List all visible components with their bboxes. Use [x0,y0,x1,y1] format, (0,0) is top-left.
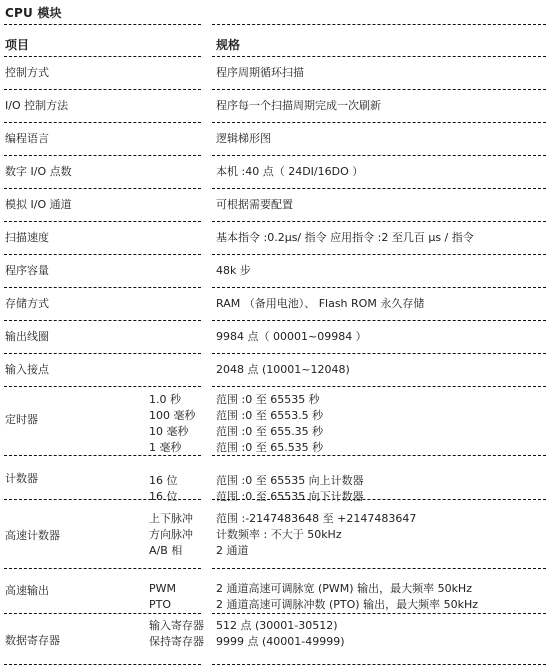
spec-line: 范围 :0 至 65535 秒 [216,393,320,406]
spec-line: 48k 步 [216,264,251,277]
row-spec [216,361,350,379]
row-divider-right [212,320,546,321]
row-item-label: 数据寄存器 [5,634,60,647]
row-divider-right [212,56,546,57]
row-divider-left [4,254,201,255]
row-item-label: 数字 I/O 点数 [5,165,72,178]
row-spec [216,581,478,613]
row-spec [216,618,345,650]
row-divider-left [4,24,201,25]
row-item-label: 模拟 I/O 通道 [5,198,72,211]
sub-label: 保持寄存器 [149,635,204,648]
row-item-label: 存储方式 [5,297,49,310]
sub-label: PWM [149,582,177,595]
row-item-label: 高速计数器 [5,529,60,542]
row-spec [216,328,367,346]
row-item-label: 控制方式 [5,66,49,79]
row-sub-labels [149,511,193,559]
sub-label: 10 毫秒 [149,425,189,438]
row-spec [216,64,304,82]
row-divider-left [4,353,201,354]
spec-line: 范围 :0 至 65535 向上计数器 [216,474,364,487]
sub-label: 1.0 秒 [149,393,181,406]
row-item-label: 输出线圈 [5,330,49,343]
sub-label: 上下脉冲 [149,512,193,525]
spec-line: 基本指令 :0.2μs/ 指令 应用指令 :2 至几百 μs / 指令 [216,231,474,244]
row-divider-left [4,122,201,123]
spec-line: 程序每一个扫描周期完成一次刷新 [216,99,381,112]
row-spec [216,229,474,247]
spec-line: 9984 点（ 00001~09984 ） [216,330,367,343]
row-spec [216,163,363,181]
sub-label: A/B 相 [149,544,183,557]
sub-label: 16 位 [149,474,178,487]
spec-line: 逻辑梯形图 [216,132,271,145]
row-divider-right [212,613,546,614]
row-divider-left [4,664,201,665]
row-divider-right [212,353,546,354]
row-sub-labels [149,618,204,650]
document-title: CPU 模块 [5,6,62,20]
row-spec [216,97,381,115]
sub-label: 输入寄存器 [149,619,204,632]
row-spec [216,196,293,214]
sub-label: PTO [149,598,172,611]
row-item-label: 高速输出 [5,584,49,597]
sub-label: 方向脉冲 [149,528,193,541]
row-divider-left [4,568,201,569]
sub-label: 100 毫秒 [149,409,196,422]
row-divider-right [212,155,546,156]
spec-line: 2 通道高速可调脉冲数 (PTO) 输出，最大频率 50kHz [216,598,478,611]
spec-line: 2 通道高速可调脉宽 (PWM) 输出，最大频率 50kHz [216,582,472,595]
row-spec [216,473,364,505]
spec-line: 范围 :0 至 65.535 秒 [216,441,324,454]
spec-line: 计数频率 : 不大于 50kHz [216,528,342,541]
row-divider-left [4,89,201,90]
spec-line: 范围 :0 至 655.35 秒 [216,425,324,438]
spec-line: RAM （备用电池）、 Flash ROM 永久存储 [216,297,425,310]
row-item-label: 输入接点 [5,363,49,376]
row-divider-left [4,56,201,57]
spec-line: 本机 :40 点（ 24DI/16DO ） [216,165,364,178]
row-item-label: 编程语言 [5,132,49,145]
row-spec [216,130,271,148]
row-divider-right [212,664,546,665]
row-sub-labels [149,473,178,505]
row-spec [216,392,323,456]
row-divider-left [4,287,201,288]
row-divider-left [4,386,201,387]
row-divider-right [212,386,546,387]
spec-line: 512 点 (30001-30512) [216,619,338,632]
row-divider-right [212,287,546,288]
sub-label: 16 位 [149,490,178,503]
row-divider-left [4,221,201,222]
row-item-label: 扫描速度 [5,231,49,244]
spec-line: 程序周期循环扫描 [216,66,304,79]
spec-line: 2 通道 [216,544,249,557]
row-spec [216,511,416,559]
row-spec [216,295,424,313]
spec-line: 范围 :-2147483648 至 +2147483647 [216,512,417,525]
spec-line: 9999 点 (40001-49999) [216,635,345,648]
spec-line: 2048 点 (10001~12048) [216,363,350,376]
row-item-label: 定时器 [5,413,38,426]
row-item-label: 程序容量 [5,264,49,277]
row-item-label: 计数器 [5,472,38,485]
row-divider-right [212,568,546,569]
row-divider-right [212,254,546,255]
row-divider-left [4,613,201,614]
row-divider-right [212,24,546,25]
row-divider-left [4,320,201,321]
row-item-label: I/O 控制方法 [5,99,69,112]
row-sub-labels [149,581,176,613]
row-divider-right [212,122,546,123]
row-divider-right [212,221,546,222]
header-item: 项目 [5,38,30,52]
spec-line: 范围 :0 至 6553.5 秒 [216,409,324,422]
header-spec: 规格 [216,38,241,52]
spec-line: 范围 :0 至 65535 向下计数器 [216,490,364,503]
row-divider-right [212,89,546,90]
sub-label: 1 毫秒 [149,441,182,454]
row-divider-left [4,188,201,189]
spec-line: 可根据需要配置 [216,198,293,211]
row-sub-labels [149,392,196,456]
row-spec [216,262,251,280]
row-divider-left [4,155,201,156]
row-divider-right [212,188,546,189]
